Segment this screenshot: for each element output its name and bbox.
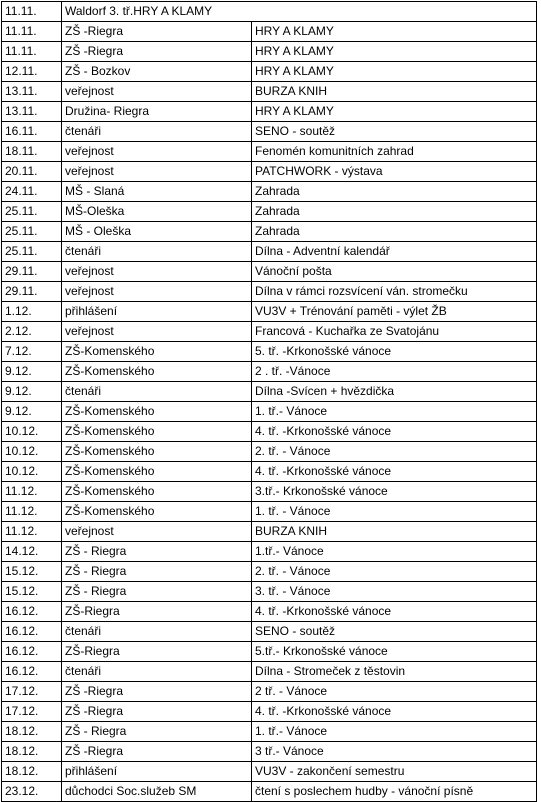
date-cell[interactable]: 29.11. — [2, 282, 62, 302]
date-cell[interactable]: 15.12. — [2, 562, 62, 582]
date-cell[interactable]: 20.11. — [2, 162, 62, 182]
table-row — [2, 82, 537, 102]
group-cell[interactable]: MŠ-Oleška — [62, 202, 252, 222]
event-cell[interactable]: 1. tř.- Vánoce — [252, 402, 537, 422]
table-row — [2, 482, 537, 502]
table-row — [2, 702, 537, 722]
table-row — [2, 342, 537, 362]
date-cell[interactable]: 7.12. — [2, 342, 62, 362]
event-cell[interactable]: HRY A KLAMY — [252, 42, 537, 62]
event-cell[interactable]: VU3V - zakončení semestru — [252, 762, 537, 782]
group-cell[interactable]: čtenáři — [62, 622, 252, 642]
date-cell[interactable]: 16.12. — [2, 622, 62, 642]
table-row — [2, 502, 537, 522]
group-cell[interactable]: ZŠ - Riegra — [62, 722, 252, 742]
date-cell[interactable]: 2.12. — [2, 322, 62, 342]
group-cell[interactable]: Družina- Riegra — [62, 102, 252, 122]
table-row — [2, 2, 537, 22]
table-row — [2, 402, 537, 422]
event-cell[interactable]: Vánoční pošta — [252, 262, 537, 282]
group-cell[interactable]: ZŠ - Riegra — [62, 582, 252, 602]
event-cell[interactable]: 1. tř. - Vánoce — [252, 502, 537, 522]
date-cell[interactable]: 25.11. — [2, 242, 62, 262]
event-cell[interactable]: HRY A KLAMY — [252, 62, 537, 82]
table-row — [2, 442, 537, 462]
group-cell[interactable]: Waldorf 3. tř.HRY A KLAMY — [62, 2, 537, 22]
event-cell[interactable]: Zahrada — [252, 202, 537, 222]
table-row — [2, 182, 537, 202]
event-cell[interactable]: 4. tř. -Krkonošské vánoce — [252, 462, 537, 482]
table-row — [2, 62, 537, 82]
date-cell[interactable]: 17.12. — [2, 702, 62, 722]
date-cell[interactable]: 12.11. — [2, 62, 62, 82]
date-cell[interactable]: 11.12. — [2, 482, 62, 502]
group-cell[interactable]: čtenáři — [62, 122, 252, 142]
date-cell[interactable]: 11.11. — [2, 42, 62, 62]
group-cell[interactable]: ZŠ -Riegra — [62, 742, 252, 762]
date-cell[interactable]: 9.12. — [2, 402, 62, 422]
group-cell[interactable]: čtenáři — [62, 382, 252, 402]
date-cell[interactable]: 13.11. — [2, 82, 62, 102]
group-cell[interactable]: ZŠ-Komenského — [62, 502, 252, 522]
table-row — [2, 222, 537, 242]
date-cell[interactable]: 14.12. — [2, 542, 62, 562]
date-cell[interactable]: 9.12. — [2, 382, 62, 402]
group-cell[interactable]: ZŠ-Komenského — [62, 342, 252, 362]
group-cell[interactable]: ZŠ-Riegra — [62, 602, 252, 622]
group-cell[interactable]: ZŠ-Riegra — [62, 642, 252, 662]
group-cell[interactable]: MŠ - Slaná — [62, 182, 252, 202]
group-cell[interactable]: veřejnost — [62, 142, 252, 162]
table-row — [2, 122, 537, 142]
table-row — [2, 142, 537, 162]
group-cell[interactable]: veřejnost — [62, 82, 252, 102]
group-cell[interactable]: MŠ - Oleška — [62, 222, 252, 242]
table-row — [2, 362, 537, 382]
event-cell[interactable]: PATCHWORK - výstava — [252, 162, 537, 182]
event-cell[interactable]: BURZA KNIH — [252, 82, 537, 102]
date-cell[interactable]: 9.12. — [2, 362, 62, 382]
table-row — [2, 782, 537, 802]
table-row — [2, 462, 537, 482]
group-cell[interactable]: ZŠ - Riegra — [62, 542, 252, 562]
event-cell[interactable]: SENO - soutěž — [252, 122, 537, 142]
event-cell[interactable]: 5. tř. -Krkonošské vánoce — [252, 342, 537, 362]
date-cell[interactable]: 16.12. — [2, 642, 62, 662]
group-cell[interactable]: veřejnost — [62, 162, 252, 182]
event-cell[interactable]: BURZA KNIH — [252, 522, 537, 542]
event-cell[interactable]: 3.tř.- Krkonošské vánoce — [252, 482, 537, 502]
event-cell[interactable]: Zahrada — [252, 222, 537, 242]
table-row — [2, 522, 537, 542]
group-cell[interactable]: ZŠ-Komenského — [62, 462, 252, 482]
group-cell[interactable]: ZŠ-Komenského — [62, 422, 252, 442]
table-row — [2, 202, 537, 222]
date-cell[interactable]: 10.12. — [2, 422, 62, 442]
event-cell[interactable]: 2 tř. - Vánoce — [252, 682, 537, 702]
event-cell[interactable]: 4. tř. -Krkonošské vánoce — [252, 702, 537, 722]
group-cell[interactable]: ZŠ-Komenského — [62, 402, 252, 422]
group-cell[interactable]: důchodci Soc.služeb SM — [62, 782, 252, 802]
table-row — [2, 42, 537, 62]
group-cell[interactable]: ZŠ -Riegra — [62, 22, 252, 42]
table-row — [2, 322, 537, 342]
group-cell[interactable]: veřejnost — [62, 262, 252, 282]
event-cell[interactable]: 2. tř. - Vánoce — [252, 562, 537, 582]
table-row — [2, 162, 537, 182]
date-cell[interactable]: 25.11. — [2, 202, 62, 222]
table-row — [2, 382, 537, 402]
event-cell[interactable]: 5.tř.- Krkonošské vánoce — [252, 642, 537, 662]
date-cell[interactable]: 11.12. — [2, 522, 62, 542]
table-row — [2, 622, 537, 642]
table-row — [2, 22, 537, 42]
table-row — [2, 742, 537, 762]
group-cell[interactable]: přihlášení — [62, 762, 252, 782]
table-row — [2, 262, 537, 282]
table-row — [2, 642, 537, 662]
table-row — [2, 722, 537, 742]
date-cell[interactable]: 29.11. — [2, 262, 62, 282]
table-row — [2, 602, 537, 622]
date-cell[interactable]: 1.12. — [2, 302, 62, 322]
date-cell[interactable]: 24.11. — [2, 182, 62, 202]
table-row — [2, 682, 537, 702]
event-cell[interactable]: 3. tř. - Vánoce — [252, 582, 537, 602]
date-cell[interactable]: 25.11. — [2, 222, 62, 242]
group-cell[interactable]: ZŠ - Riegra — [62, 562, 252, 582]
group-cell[interactable]: ZŠ-Komenského — [62, 442, 252, 462]
date-cell[interactable]: 10.12. — [2, 462, 62, 482]
date-cell[interactable]: 18.12. — [2, 722, 62, 742]
event-cell[interactable]: HRY A KLAMY — [252, 102, 537, 122]
date-cell[interactable]: 18.11. — [2, 142, 62, 162]
date-cell[interactable]: 11.11. — [2, 2, 62, 22]
table-row — [2, 662, 537, 682]
event-cell[interactable]: Fenomén komunitních zahrad — [252, 142, 537, 162]
event-cell[interactable]: HRY A KLAMY — [252, 22, 537, 42]
group-cell[interactable]: veřejnost — [62, 282, 252, 302]
table-row — [2, 422, 537, 442]
table-row — [2, 562, 537, 582]
group-cell[interactable]: přihlášení — [62, 302, 252, 322]
event-cell[interactable]: 2. tř. - Vánoce — [252, 442, 537, 462]
table-row — [2, 302, 537, 322]
table-row — [2, 762, 537, 782]
event-cell[interactable]: SENO - soutěž — [252, 622, 537, 642]
table-row — [2, 242, 537, 262]
event-cell[interactable]: VU3V + Trénování paměti - výlet ŽB — [252, 302, 537, 322]
date-cell[interactable]: 11.12. — [2, 502, 62, 522]
date-cell[interactable]: 16.12. — [2, 662, 62, 682]
table-row — [2, 542, 537, 562]
group-cell[interactable]: ZŠ -Riegra — [62, 42, 252, 62]
group-cell[interactable]: ZŠ -Riegra — [62, 682, 252, 702]
event-cell[interactable]: Zahrada — [252, 182, 537, 202]
events-table-body — [2, 2, 537, 802]
event-cell[interactable]: 3 tř.- Vánoce — [252, 742, 537, 762]
date-cell[interactable]: 18.12. — [2, 762, 62, 782]
group-cell[interactable]: čtenáři — [62, 662, 252, 682]
table-row — [2, 102, 537, 122]
date-cell[interactable]: 16.12. — [2, 602, 62, 622]
group-cell[interactable]: veřejnost — [62, 322, 252, 342]
date-cell[interactable]: 10.12. — [2, 442, 62, 462]
table-row — [2, 282, 537, 302]
table-row — [2, 582, 537, 602]
group-cell[interactable]: ZŠ - Bozkov — [62, 62, 252, 82]
group-cell[interactable]: ZŠ-Komenského — [62, 482, 252, 502]
date-cell[interactable]: 18.12. — [2, 742, 62, 762]
date-cell[interactable]: 13.11. — [2, 102, 62, 122]
date-cell[interactable]: 17.12. — [2, 682, 62, 702]
event-cell[interactable]: 2 . tř. -Vánoce — [252, 362, 537, 382]
group-cell[interactable]: čtenáři — [62, 242, 252, 262]
event-cell[interactable]: čtení s poslechem hudby - vánoční písně — [252, 782, 537, 802]
event-cell[interactable]: 4. tř. -Krkonošské vánoce — [252, 422, 537, 442]
date-cell[interactable]: 16.11. — [2, 122, 62, 142]
event-cell[interactable]: 1.tř.- Vánoce — [252, 542, 537, 562]
event-cell[interactable]: Francová - Kuchařka ze Svatojánu — [252, 322, 537, 342]
event-cell[interactable]: Dílna - Adventní kalendář — [252, 242, 537, 262]
events-table — [1, 1, 537, 802]
event-cell[interactable]: 1. tř.- Vánoce — [252, 722, 537, 742]
group-cell[interactable]: ZŠ-Komenského — [62, 362, 252, 382]
event-cell[interactable]: 4. tř. -Krkonošské vánoce — [252, 602, 537, 622]
date-cell[interactable]: 23.12. — [2, 782, 62, 802]
event-cell[interactable]: Dílna -Svícen + hvězdička — [252, 382, 537, 402]
event-cell[interactable]: Dílna - Stromeček z těstovin — [252, 662, 537, 682]
group-cell[interactable]: ZŠ -Riegra — [62, 702, 252, 722]
date-cell[interactable]: 15.12. — [2, 582, 62, 602]
date-cell[interactable]: 11.11. — [2, 22, 62, 42]
event-cell[interactable]: Dílna v rámci rozsvícení ván. stromečku — [252, 282, 537, 302]
group-cell[interactable]: veřejnost — [62, 522, 252, 542]
